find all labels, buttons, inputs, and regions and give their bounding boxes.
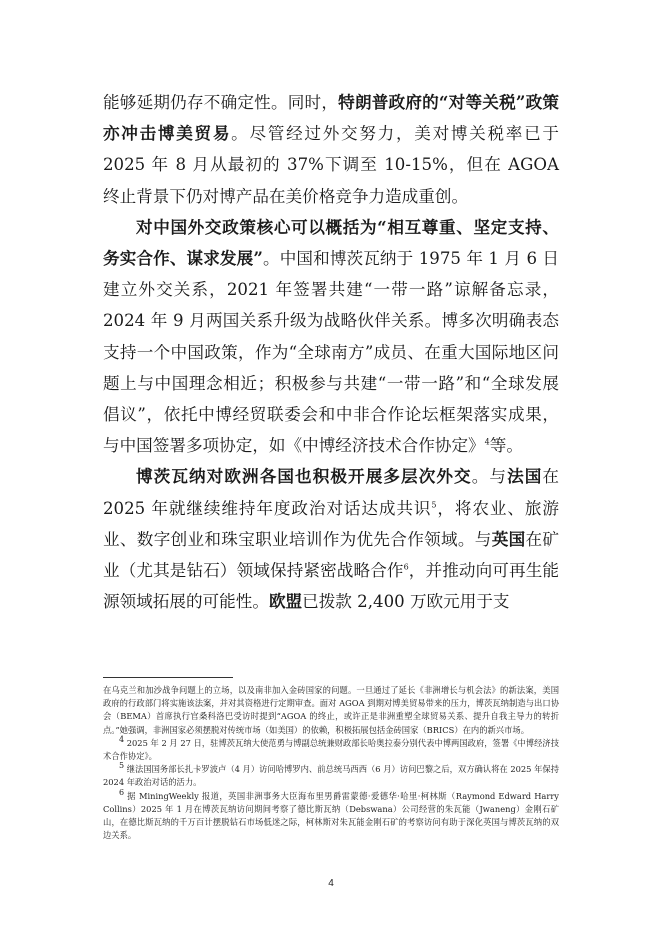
- p3-text-1: 。与: [471, 467, 508, 487]
- p1-text-1: 能够延期仍存不确定性。同时，: [103, 93, 339, 112]
- body-text: [103, 87, 559, 617]
- footnote-6-number: 6: [119, 787, 125, 797]
- footnote-ref-6: 6: [403, 562, 409, 572]
- p2-text-1: 。中国和博茨瓦纳于 1975 年 1 月 6 日建立外交关系，2021 年签署共建“一带一路”谅解备忘录，2024 年 9 月两国关系升级为战略伙伴关系。博多次明确表态支持一个中国政策，作为“全球南方”成员、在重大国际地区问题上与中国理念相近；积极参与共建“一带一路”和“全球发展倡议”，依托中博经贸联委会和中非合作论坛框架落实成果，与中国签署多项协定，如《中博经济技术合作协定》: [103, 249, 559, 456]
- p3-text-5: ，并推动向可再生能源领域拓展的可能性。: [103, 561, 560, 612]
- footnote-4-number: 4: [119, 735, 125, 745]
- footnote-ref-4: 4: [484, 437, 490, 447]
- footnote-4-text: 2025 年 2 月 27 日，驻博茨瓦纳大使范勇与博副总统兼财政部长哈奥拉泰分别代表中博两国政府，签署《中博经济技术合作协定》。: [103, 737, 559, 762]
- page-number: 4: [328, 878, 334, 889]
- paragraph-3: [103, 461, 559, 617]
- p3-bold-france: 法国: [507, 466, 543, 487]
- footnote-continued: 在乌克兰和加沙战争问题上的立场，以及南非加入金砖国家的问题。一旦通过了延长《非洲增长与机会法》的新法案，美国政府的行政部门将实施该法案，并对其资格进行定期审查。面对 AGOA 到期对博美贸易带来的压力，博茨瓦纳制造与出口协会（BEMA）首席执行官桑科洛巴受访时提到“AGOA 的终止，或许正是非洲重塑全球贸易关系、提升自我主导力的转折点。”她强调，非洲国家必须摆脱对传统市场（如美国）的依赖，积极拓展包括金砖国家（BRICS）在内的新兴市场。: [103, 685, 559, 735]
- p2-bold-1: 对中国外交政策核心可以概括为“相互尊重、坚定支持、务实合作、谋求发展”: [103, 216, 559, 269]
- p1-bold-1: 特朗普政府的“对等关税”政策亦冲击博美贸易: [103, 92, 560, 144]
- footnote-5-text: 继法国国务部长扎卡罗波卢（4 月）访问哈博罗内、前总统马西西（6 月）访问巴黎之后，双方确认将在 2025 年保持 2024 年政治对话的活力。: [103, 764, 559, 788]
- p3-bold-1: 博茨瓦纳对欧洲各国也积极开展多层次外交: [136, 466, 472, 487]
- paragraph-1: [103, 87, 559, 212]
- p1-text-2: 。尽管经过外交努力，美对博关税率已于 2025 年 8 月从最初的 37%下调至 10-15%，但在 AGOA 终止背景下仍对博产品在美价格竞争力造成重创。: [103, 124, 560, 206]
- paragraph-2: [103, 212, 559, 462]
- p2-text-2: 等。: [489, 436, 523, 456]
- p3-bold-eu: 欧盟: [268, 591, 303, 612]
- p3-text-3: ，将农业、旅游业、数字创业和珠宝职业培训作为优先合作领域。与: [103, 498, 559, 549]
- footnote-5-number: 5: [119, 761, 125, 771]
- footnote-6: [103, 787, 559, 843]
- footnote-5: [103, 763, 559, 789]
- p3-text-4: 在矿业（尤其是钻石）领域保持紧密战略合作: [103, 529, 560, 581]
- footnote-6-text: 据 MiningWeekly 报道，英国非洲事务大臣海布里男爵雷蒙德·爱德华·哈里·柯林斯（Raymond Edward Harry Collins）2025 年 1 月在博茨瓦纳访问期间考察了德比斯瓦纳（Debswana）公司经营的朱瓦能（Jwaneng）金刚石矿山，在德比斯瓦纳的千万百计摆脱钻石市场低迷之际，柯林斯对朱瓦能金刚石矿的考察访问有助于深化英国与博茨瓦纳的双边关系。: [103, 790, 559, 841]
- footnote-4: [103, 737, 559, 763]
- p3-text-2: 在 2025 年就继续维持年度政治对话达成共识: [103, 467, 560, 518]
- footnote-ref-5: 5: [431, 500, 437, 510]
- p3-text-6: 已拨款 2,400 万欧元用于支: [302, 592, 510, 612]
- p3-bold-uk: 英国: [491, 528, 526, 549]
- footnotes: [103, 684, 559, 842]
- footnote-separator: [103, 677, 233, 678]
